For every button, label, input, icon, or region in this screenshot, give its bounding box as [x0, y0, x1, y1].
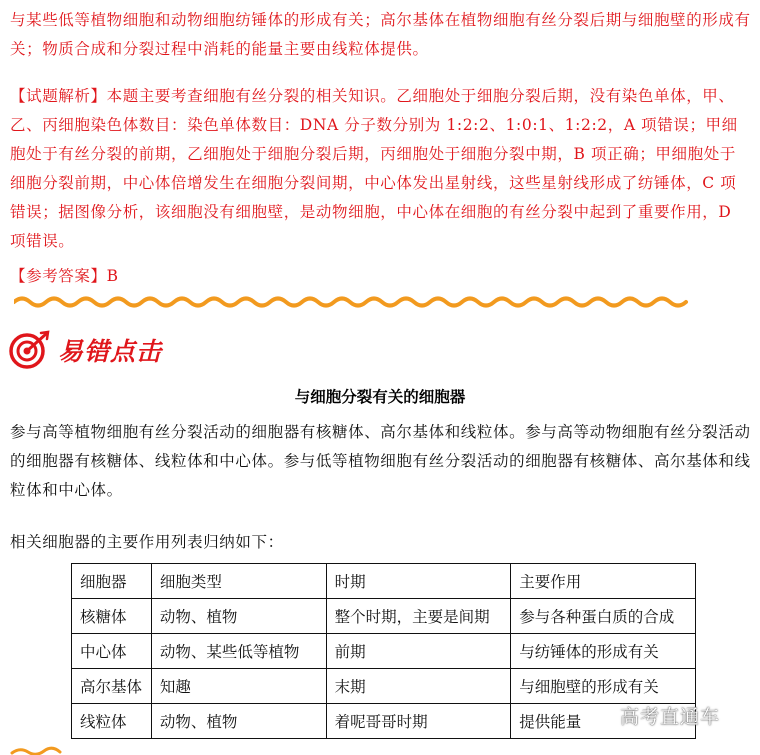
table-row [72, 669, 696, 704]
section-title: 与细胞分裂有关的细胞器 [294, 387, 466, 406]
table-cell: 知趣 [151, 669, 326, 704]
table-cell: 末期 [326, 669, 511, 704]
target-icon [8, 330, 52, 370]
table-cell: 线粒体 [72, 704, 152, 739]
table-cell: 着呢哥哥时期 [326, 704, 511, 739]
organelle-table [71, 563, 696, 739]
table-intro: 相关细胞器的主要作用列表归纳如下： [10, 533, 284, 551]
table-cell: 动物、植物 [151, 704, 326, 739]
table-row [72, 704, 696, 739]
intro-paragraph: 参与高等植物细胞有丝分裂活动的细胞器有核糖体、高尔基体和线粒体。参与高等动物细胞有丝分裂活动的细胞器有核糖体、线粒体和中心体。参与低等植物细胞有丝分裂活动的细胞器有核糖体、高尔基体和线粒体和中心体。 [10, 423, 751, 499]
header-cell: 细胞类型 [151, 564, 326, 599]
header-cell: 细胞器 [72, 564, 152, 599]
analysis-paragraph [10, 82, 752, 256]
answer-value: B [106, 267, 119, 285]
table-cell: 动物、某些低等植物 [151, 634, 326, 669]
table-row [72, 634, 696, 669]
header-cell: 时期 [326, 564, 511, 599]
table-header-row [72, 564, 696, 599]
table-row [72, 599, 696, 634]
table-cell: 整个时期，主要是间期 [326, 599, 511, 634]
answer-paragraph [10, 262, 752, 291]
error-tips-banner [8, 330, 162, 370]
table-cell: 高尔基体 [72, 669, 152, 704]
analysis-label: 【试题解析】 [10, 87, 107, 105]
top-paragraph: 与某些低等植物细胞和动物细胞纺锤体的形成有关；高尔基体在植物细胞有丝分裂后期与细胞壁的形成有关；物质合成和分裂过程中消耗的能量主要由线粒体提供。 [10, 11, 751, 58]
table-cell: 前期 [326, 634, 511, 669]
answer-label: 【参考答案】 [10, 267, 107, 285]
table-cell: 与纺锤体的形成有关 [511, 634, 696, 669]
table-cell: 与细胞壁的形成有关 [511, 669, 696, 704]
table-cell: 动物、植物 [151, 599, 326, 634]
table-cell: 提供能量 [511, 704, 696, 739]
watermark: 高考直通车 [620, 706, 721, 728]
wave-divider [14, 295, 689, 309]
analysis-text: 本题主要考查细胞有丝分裂的相关知识。乙细胞处于细胞分裂后期，没有染色单体，甲、乙、丙细胞染色体数目：染色单体数目：DNA 分子数分别为 1:2:2、1:0:1、1:2:2，A 项错误；甲细胞处于有丝分裂的前期，乙细胞处于细胞分裂后期，丙细胞处于细胞分裂中期，B 项正确；甲细胞处于细胞分裂前期，中心体倍增发生在细胞分裂间期，中心体发出星射线，这些星射线形成了纺锤体，C 项错误；据图像分析，该细胞没有细胞壁，是动物细胞，中心体在细胞的有丝分裂中起到了重要作用，D 项错误。 [10, 87, 738, 250]
header-cell: 主要作用 [511, 564, 696, 599]
bottom-decoration [10, 746, 70, 755]
banner-title: 易错点击 [58, 337, 163, 366]
table-cell: 中心体 [72, 634, 152, 669]
table-cell: 参与各种蛋白质的合成 [511, 599, 696, 634]
table-cell: 核糖体 [72, 599, 152, 634]
